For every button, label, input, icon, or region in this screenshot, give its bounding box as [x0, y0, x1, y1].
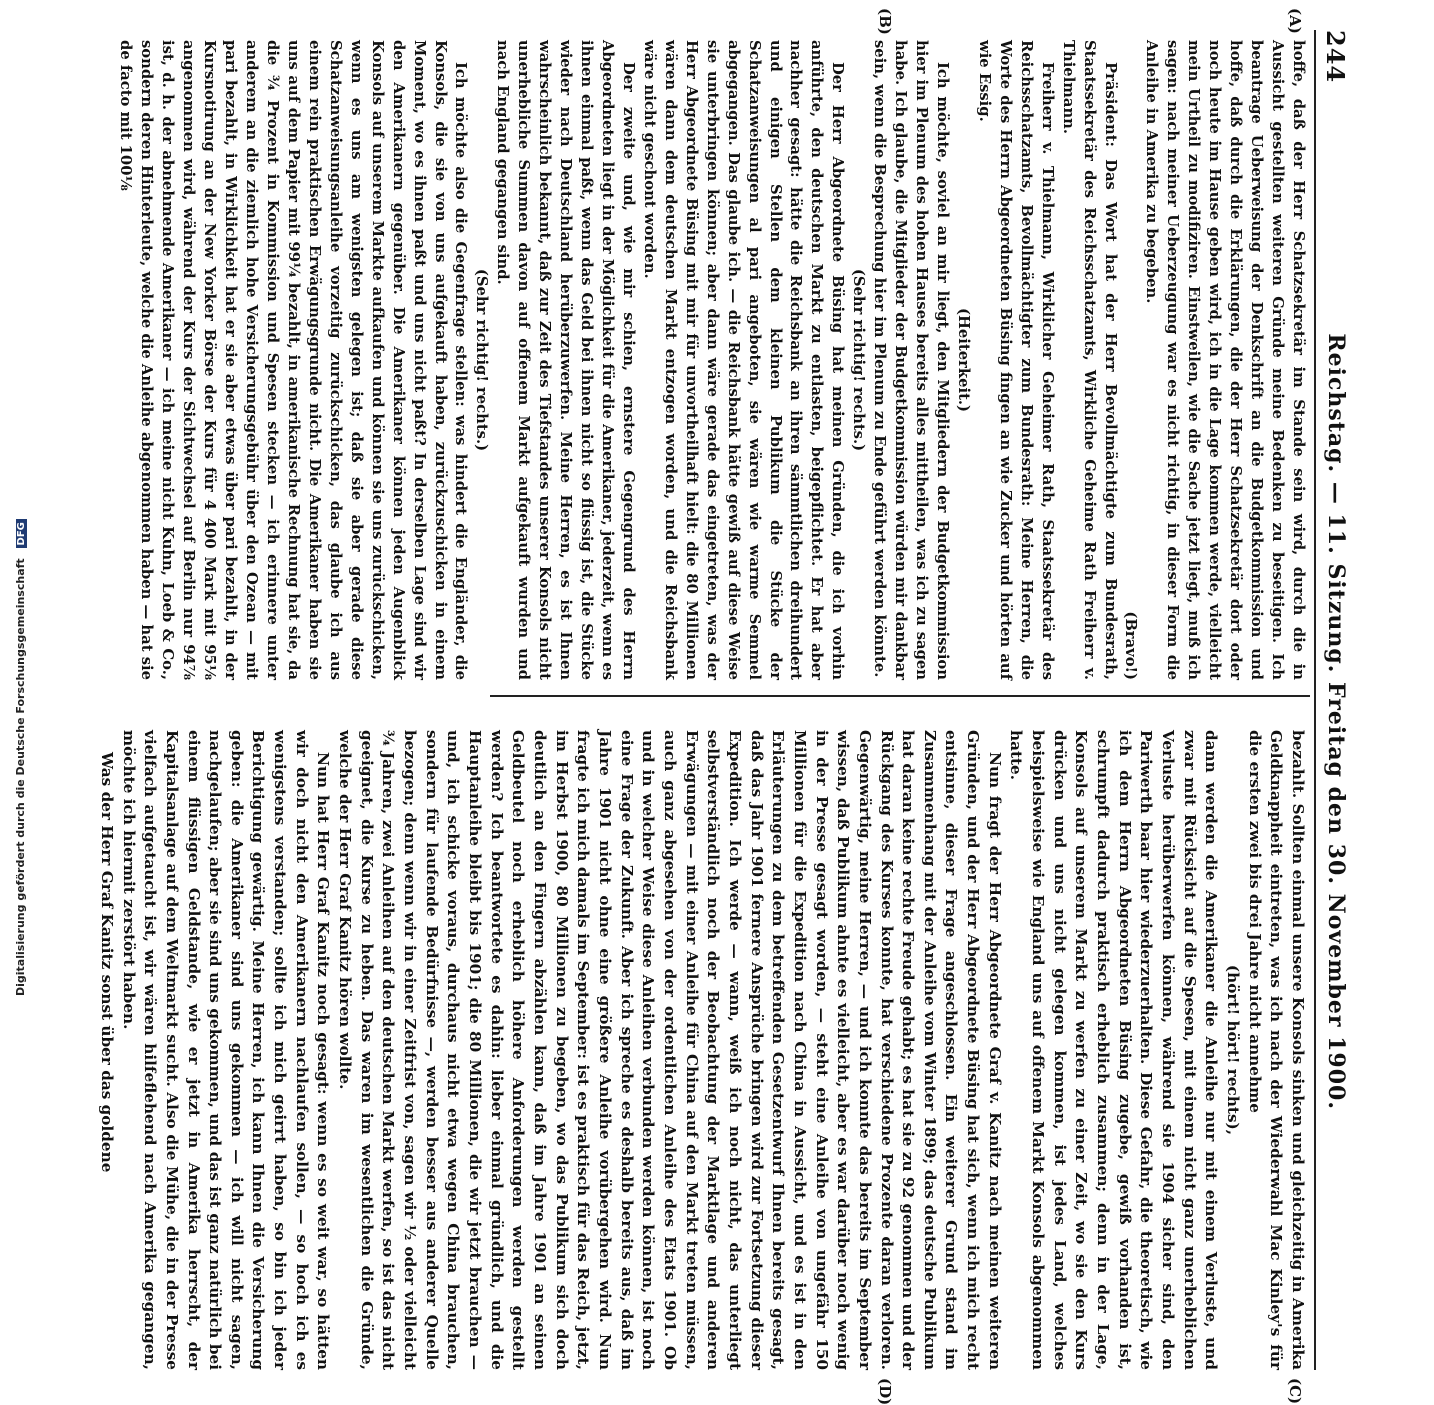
paragraph: Ich möchte, soviel an mir liegt, den Mitgliedern der Budgetkommission hier im Plenum des hohen Hauses bereits alles mittheilen, was ich zu sagen habe. Ich glaube, die Mitglieder der Budgetkommission würden mir dankbar sein, wenn die Besprechung hier im Plenum zu Ende geführt werden könnte. [871, 40, 952, 680]
left-column [115, 40, 1308, 680]
paragraph: dann werden die Amerikaner die Anleihe nur mit einem Verluste, und zwar mit Rücksicht auf die Spesen, mit einem nicht ganz unerheblichen Verluste herüberwerfen können, während sie 1904 sicher sind, den Pariwerth baar hier wiederzuerhalten. Diese Gefahr, die theoretisch, wie ich dem Herrn Abgeordneten Büsing zugebe, gewiß vorhanden ist, schrumpft dadurch praktisch erheblich zusammen; denn in der Lage, Konsols auf unserem Markt zu werfen zu einer Zeit, wo sie den Kurs drücken und uns nicht gelegen kommen, ist jedes Land, welches beispielsweise wie England uns auf offenem Markt Konsols abgenommen hatte. [1007, 730, 1221, 1370]
header-rule [1314, 30, 1316, 1370]
paragraph: Freiherr v. Thielmann, Wirklicher Geheimer Rath, Staatssekretär des Reichsschatzamts, Bevollmächtigter zum Bundesrath: Meine Herren, die Worte des Herrn Abgeordneten Büsing fingen an wie Zucker und hörten auf wie Essig. [975, 40, 1056, 680]
paragraph: Präsident: Das Wort hat der Herr Bevollmächtigte zum Bundesrath, Staatssekretär des Reichsschatzamts, Wirkliche Geheime Rath Freiherr v. Thielmann. [1059, 40, 1119, 680]
digitization-footer [0, 0, 26, 1000]
marker-c: (C) [1286, 1378, 1304, 1405]
running-title: Reichstag. — 11. Sitzung. Freitag den 30. November 1900. [1323, 333, 1349, 1110]
dfg-logo: DFG [16, 519, 27, 548]
paragraph: hoffe, daß der Herr Schatzsekretär im Stande sein wird, durch die in Aussicht gestellten weiteren Gründe meine Bedenken zu beseitigen. Ich beantrage Ueberweisung der Denkschrift an die Budgetkommission und hoffe, daß durch die Erklärungen, die der Herr Schatzsekretär dort oder noch heute im Hause geben wird, ich in die Lage kommen werde, vielleicht mein Urtheil zu modifiziren. Einstweilen, wie die Sache jetzt liegt, muß ich sagen: nach meiner Ueberzeugung war es nicht richtig, in dieser Form die Anleihe in Amerika zu begeben. [1143, 40, 1307, 680]
column-divider [490, 695, 1310, 697]
paragraph: bezahlt. Sollten einmal unsere Konsols sinken und gleichzeitig in Amerika Geldknappheit eintreten, was ich nach der Wiederwahl Mac Kinley's für die ersten zwei bis drei Jahre nicht annehme [1245, 730, 1307, 1370]
interjection: (hört! hört! rechts), [1224, 964, 1243, 1136]
interjection: (Bravo!) [1122, 611, 1140, 680]
paragraph: Der Herr Abgeordnete Büsing hat meinen Gründen, die ich vorhin anführte, den deutschen Markt zu entlasten, beigepflichtet. Er hat aber nachher gesagt: hätte die Reichsbank an ihren sämmtlichen dreihundert und einigen Stellen dem kleinen Publikum die Stücke der Schatzanweisungen al pari angeboten, sie wären wie warme Semmel abgegangen. Das glaube ich. — die Reichsbank hätte gewiß auf diese Weise sie unterbringen können; aber dann wäre gerade das eingetreten, was der Herr Abgeordnete Büsing mit mir für unvortheilhaft hielt: die 80 Millionen wären dann dem deutschen Markt entzogen worden, und die Reichsbank wäre nicht geschont worden. [640, 40, 847, 680]
paragraph: Ich möchte also die Gegenfrage stellen: was hindert die Engländer, die Konsols, die sie von uns aufgekauft haben, zurückzuschicken in einem Moment, wo es ihnen paßt und uns nicht paßt? In derselben Lage sind wir den Amerikanern gegenüber. Die Amerikaner können jeden Augenblick Konsols auf unserem Markte aufkaufen und können sie uns zurückschicken, wenn es uns am wenigsten gelegen ist; daß sie aber gerade diese Schatzanweisungsanleihe vorzeitig zurückschicken, das glaube ich aus einem rein praktischen Erwägungsgrunde nicht. Die Amerikaner haben sie uns auf dem Papier mit 99¼ bezahlt, in amerikanische Rechnung hat sie, da die ¾ Prozent in Kommission und Spesen stecken — ich erinnere unter anderem an die ziemlich hohe Versicherungsgebühr über den Ozean — mit pari bezahlt, in Wirklichkeit hat er sie aber etwas über pari bezahlt, in der Kursnotirung an der New Yorker Börse der Kurs für 4 400 Mark mit 95⅛ angenommen wird, während der Kurs der Sichtwechsel auf Berlin nur 94⅞ ist, d. h. der abnehmende Amerikaner — ich meine nicht Kuhn, Loeb & Co., sondern deren Hinterleute, welche die Anleihe abgenommen haben — hat sie de facto mit 100⅛ [117, 40, 470, 680]
paragraph: Was der Herr Graf Kanitz sonst über das goldene [97, 752, 116, 1173]
interjection: (Heiterkeit.) [955, 307, 972, 412]
marker-a: (A) [1286, 8, 1304, 34]
page-header [1316, 30, 1356, 1370]
marker-d: (D) [876, 1378, 894, 1405]
paragraph: Der zweite und, wie mir schien, ernstere Gegengrund des Herrn Abgeordneten liegt in der Möglichkeit für die Amerikaner, jederzeit, wenn es ihnen einmal paßt, wenn das Geld bei ihnen nicht so flüssig ist, die Stücke wieder nach Deutschland herüberzuwerfen. Meine Herren, es ist Ihnen wahrscheinlich bekannt, daß zur Zeit des Tiefstandes unserer Konsols nicht unerhebliche Summen davon auf offenem Markt aufgekauft wurden und nach England gegangen sind. [494, 40, 637, 680]
marker-b: (B) [876, 8, 894, 35]
right-column [95, 730, 1308, 1370]
page-number: 244 [1321, 30, 1351, 84]
interjection: (Sehr richtig! rechts.) [473, 268, 491, 452]
paragraph: Nun fragt der Herr Abgeordnete Graf v. Kanitz nach meinen weiteren Gründen, und der Herr Abgeordnete Büsing hat sich, wenn ich mich recht entsinne, dieser Frage angeschlossen. Ein weiterer Grund stand im Zusammenhang mit der Anleihe vom Winter 1899; das deutsche Publikum hat daran keine rechte Freude gehabt; es hat sie zu 92 genommen und der Rückgang des Kurses konnte, hat verschiedene Prozente daran verloren. Gegenwärtig, meine Herren, — und ich konnte das bereits im September wissen, daß Publikum ahnte es vielleicht, aber es war darüber noch wenig in der Presse gesagt worden, — steht eine Anleihe von ungefähr 150 Millionen für die Expedition nach China in Aussicht, und es ist in den Erläuterungen zu dem betreffenden Gesetzentwurf Ihnen bereits gesagt, daß das Jahr 1901 fernere Ansprüche bringen wird zur Fortsetzung dieser Expedition. Ich werde — wann, weiß ich noch nicht, das unterliegt selbstverständlich noch der Beobachtung der Marktlage und anderen Erwägungen — mit einer Anleihe für China auf den Markt treten müssen, auch ganz abgesehen von der ordentlichen Anleihe des Etats 1901. Ob und in welcher Weise diese Anleihen verbunden werden können, ist noch eine Frage der Zukunft. Aber ich spreche es deshalb bereits aus, daß im Jahre 1901 nicht ohne eine größere Anleihe vorübergehen wird. Nun fragte ich mich damals im September: ist es praktisch für das Reich, jetzt, im Herbst 1900, 80 Millionen zu begeben, wo das Publikum sich doch deutlich an den Fingern abzählen kann, daß im Jahre 1901 an seinen Geldbeutel noch erheblich höhere Anforderungen werden gestellt werden? Ich beantwortete es dahin: lieber einmal gründlich, und die Hauptanleihe bleibt bis 1901; die 80 Millionen, die wir jetzt brauchen — und, ich schicke voraus, durchaus nicht etwa wegen China brauchen, sondern für laufende Bedürfnisse —, werden besser aus anderer Quelle bezogen; denn wenn wir in einer Zeitfrist von, sagen wir ½ oder vielleicht ¾ Jahren, zwei Anleihen auf den deutschen Markt werfen, so ist das nicht geeignet, die Kurse zu heben. Das waren im wesentlichen die Gründe, welche der Herr Graf Kanitz hören wollte. [336, 730, 1004, 1370]
interjection: (Sehr richtig! rechts.) [850, 268, 868, 452]
footer-text: Digitalisierung gefördert durch die Deutsche Forschungsgemeinschaft [14, 558, 27, 996]
paragraph: Nun hat Herr Graf Kanitz noch gesagt: wenn es so weit war, so hätten wir doch nicht den Amerikanern nachlaufen sollen, — so hoch ich es wenigstens verstanden; sollte ich mich geirrt haben, so bin ich jeder Berichtigung gewärtig. Meine Herren, ich kann Ihnen die Versicherung geben: die Amerikaner sind uns gekommen — ich will nicht sagen, nachgelaufen; aber sie sind uns gekommen, und das ist ganz natürlich bei einem flüssigen Geldstande, wie er jetzt in Amerika herrscht, der Kapitalsanlage auf dem Weltmarkt sucht. Also die Mühe, die in der Presse vielfach aufgetaucht ist, wir wären hilfeflehend nach Amerika gegangen, möchte ich hiermit zerstört haben. [119, 730, 333, 1370]
